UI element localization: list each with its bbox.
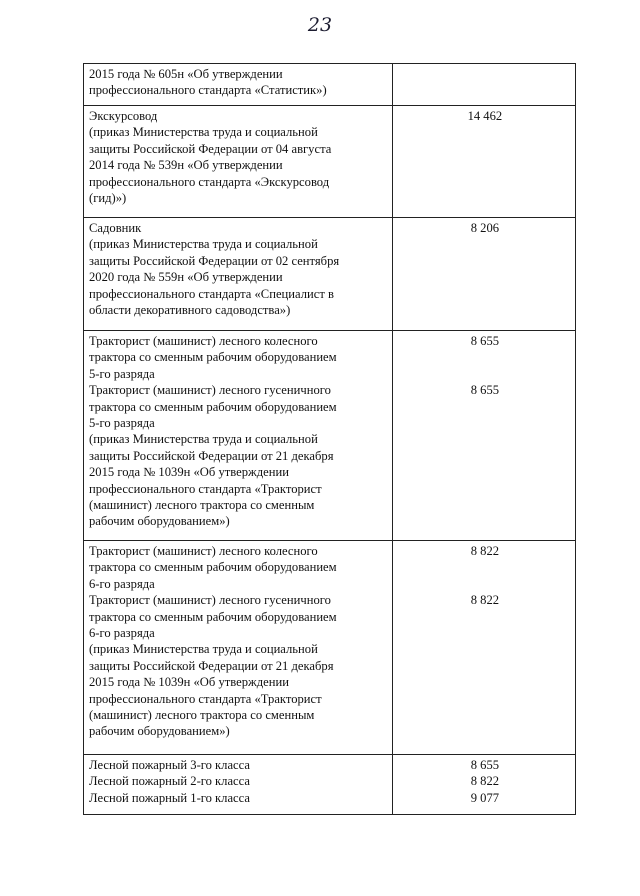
- amount-cell: [392, 755, 575, 815]
- table-row: [84, 218, 576, 331]
- amount-value: 8 822: [470, 593, 500, 608]
- text-line: профессионального стандарта «Статистик»): [89, 83, 327, 98]
- table-row: [84, 331, 576, 541]
- amount-value: 14 462: [467, 109, 503, 123]
- position-title: Тракторист (машинист) лесного колесного: [89, 334, 318, 348]
- text-line: профессионального стандарта «Специалист в: [89, 286, 334, 301]
- text-line: трактора со сменным рабочим оборудованием: [89, 560, 337, 575]
- position-title: Тракторист (машинист) лесного колесного: [89, 544, 318, 558]
- amount-cell: [392, 64, 575, 106]
- text-line: 2020 года № 559н «Об утверждении: [89, 270, 283, 285]
- text-line: 2015 года № 1039н «Об утверждении: [89, 675, 289, 690]
- amount-cell: [392, 541, 575, 755]
- text-line: области декоративного садоводства»): [89, 303, 291, 318]
- position-cell: [84, 64, 393, 106]
- text-line: (приказ Министерства труда и социальной: [89, 125, 318, 140]
- text-line: трактора со сменным рабочим оборудованием: [89, 350, 337, 365]
- text-line: (гид)»): [89, 191, 127, 206]
- amount-cell: [392, 106, 575, 218]
- table-row: [84, 64, 576, 106]
- text-line: защиты Российской Федерации от 04 августа: [89, 141, 332, 156]
- text-line: (машинист) лесного трактора со сменным: [89, 708, 315, 723]
- position-title: Лесной пожарный 2-го класса: [89, 774, 250, 789]
- text-line: (приказ Министерства труда и социальной: [89, 642, 318, 657]
- table-row: [84, 541, 576, 755]
- position-cell: [84, 331, 393, 541]
- position-title: Экскурсовод: [89, 109, 158, 123]
- amount-value: 8 822: [470, 544, 500, 558]
- text-line: (приказ Министерства труда и социальной: [89, 432, 318, 447]
- text-line: профессионального стандарта «Тракторист: [89, 691, 322, 706]
- amount-value: 8 655: [470, 758, 500, 772]
- text-line: трактора со сменным рабочим оборудованием: [89, 399, 337, 414]
- amount-value: 8 655: [470, 334, 500, 348]
- position-title: Садовник: [89, 221, 142, 235]
- text-line: рабочим оборудованием»): [89, 514, 230, 529]
- salary-table: [83, 63, 576, 815]
- position-title: Лесной пожарный 3-го класса: [89, 758, 250, 772]
- position-cell: [84, 106, 393, 218]
- text-line: 5-го разряда: [89, 416, 155, 431]
- text-line: 2014 года № 539н «Об утверждении: [89, 158, 283, 173]
- text-line: (приказ Министерства труда и социальной: [89, 237, 318, 252]
- text-line: 6-го разряда: [89, 576, 155, 591]
- text-line: защиты Российской Федерации от 21 декабря: [89, 658, 334, 673]
- table-row: [84, 106, 576, 218]
- text-line: (машинист) лесного трактора со сменным: [89, 498, 315, 513]
- amount-value: 8 655: [470, 383, 500, 398]
- text-line: трактора со сменным рабочим оборудованием: [89, 609, 337, 624]
- text-line: 2015 года № 1039н «Об утверждении: [89, 465, 289, 480]
- text-line: профессионального стандарта «Экскурсовод: [89, 174, 330, 189]
- position-cell: [84, 755, 393, 815]
- text-line: 2015 года № 605н «Об утверждении: [89, 67, 283, 81]
- position-title: Лесной пожарный 1-го класса: [89, 790, 250, 805]
- position-title: Тракторист (машинист) лесного гусеничного: [89, 593, 331, 608]
- amount-value: 8 822: [470, 774, 500, 789]
- text-line: 5-го разряда: [89, 366, 155, 381]
- position-cell: [84, 541, 393, 755]
- text-line: рабочим оборудованием»): [89, 724, 230, 739]
- amount-cell: [392, 218, 575, 331]
- table-row: [84, 755, 576, 815]
- page-number: 23: [307, 14, 333, 36]
- amount-cell: [392, 331, 575, 541]
- position-cell: [84, 218, 393, 331]
- position-title: Тракторист (машинист) лесного гусеничного: [89, 383, 331, 398]
- text-line: защиты Российской Федерации от 02 сентября: [89, 253, 340, 268]
- text-line: защиты Российской Федерации от 21 декабря: [89, 448, 334, 463]
- amount-value: 8 206: [470, 221, 500, 235]
- amount-value: 9 077: [470, 790, 500, 805]
- text-line: профессионального стандарта «Тракторист: [89, 481, 322, 496]
- text-line: 6-го разряда: [89, 626, 155, 641]
